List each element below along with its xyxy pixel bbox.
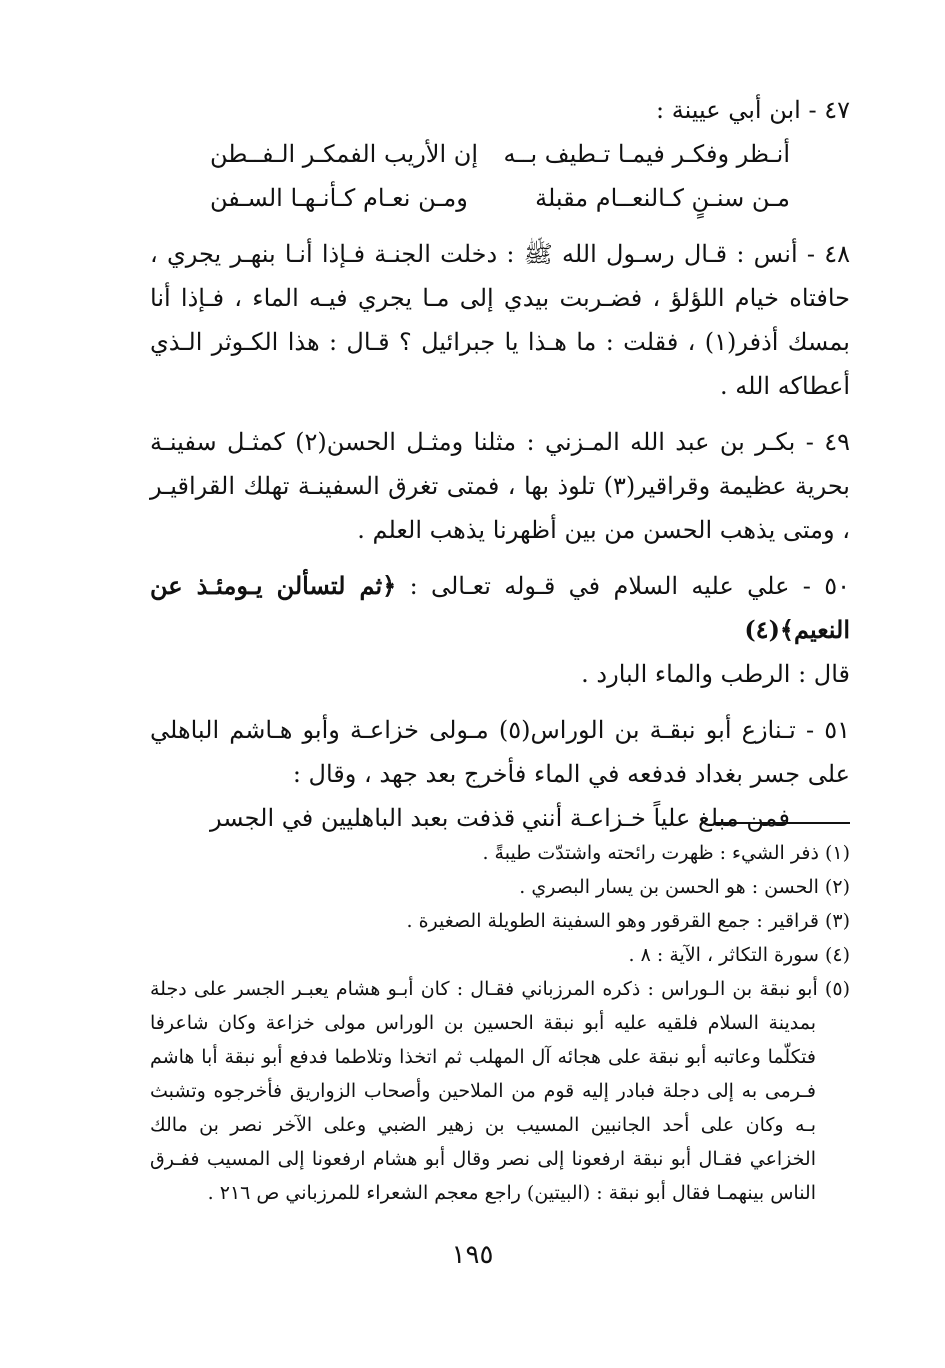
entry-48: ٤٨ - أنس : قـال رسـول الله ﷺ : دخلت الجنـة فـإذا أنـا بنهـر يجري ، حافتاه خيام اللؤلؤ ، فضـربت بيدي إلى مـا يجري فيـه الماء ، فـإذا أنا بمسك أذفر(١) ، فقلت : ما هـذا يا جبرائيل ؟ قـال : هذا الكـوثر الـذي أعطاكه الله . <box>150 240 850 400</box>
footnote-divider <box>715 822 850 824</box>
entry-47-heading: ٤٧ - ابن أبي عيينة : <box>655 96 850 124</box>
entry-49: ٤٩ - بكـر بن عبد الله المـزني : مثلنا ومثـل الحسن(٢) كمثـل سفينـة بحرية عظيمة وقراقير(٣) تلوذ بها ، فمتى تغرق السفينـة تهلك القراقيـر ، ومتى يذهب الحسن من بين أظهرنا يذهب العلم . <box>150 428 850 544</box>
verse-line-1 <box>150 132 850 176</box>
entry-51 <box>150 708 850 840</box>
verse-2-first-hemistich: مـن سنـنٍ كـالنعــام مقبلة <box>535 184 790 212</box>
entry-50 <box>150 564 850 696</box>
entry-50-prefix: ٥٠ - علي عليه السلام في قـوله تعـالى : <box>409 572 850 600</box>
entry-47 <box>150 88 850 220</box>
footnotes <box>150 836 850 1210</box>
entry-50-answer: قال : الرطب والماء البارد . <box>581 660 850 688</box>
verse-2-second-hemistich: ومـن نعـام كـأنـهـا السـفن <box>210 184 468 212</box>
main-text <box>150 88 850 852</box>
footnote-5: (٥) أبو نبقة بن الـوراس : ذكره المرزباني فقـال : كان أبـو هشام يعبـر الجسر على دجلة بمدينة السلام فلقيه عليه أبو نبقة الحسين بن الوراس مولى خزاعة وكان شاعرفا فتكلّما وعاتبه أبو نبقة على هجائه آل المهلب ثم اتخذا وتلاطما فدفع أبو نبقة أبا هاشم فـرمى به إلى دجلة فبادر إليه قوم من الملاحين وأصحاب الزواريق فأخرجوه وتشبث بـه وكان على أحد الجانبين المسيب بن زهير الضبي وعلى الآخر نصر بن مالك الخزاعي فقـال أبو نبقة ارفعونا إلى نصر وقال أبو هشام ارفعونا إلى المسيب ففـرق الناس بينهمـا فقال أبو نبقة : (البيتين) راجع معجم الشعراء للمرزباني ص ٢١٦ . <box>150 978 850 1204</box>
entry-51-verse <box>150 796 850 840</box>
page-number: ١٩٥ <box>451 1240 494 1270</box>
verse-1-first-hemistich: أنـظر وفكـر فيمـا تـطيف بــه <box>503 140 790 168</box>
verse-1-second-hemistich: إن الأريب الفمكـر الـفــطن <box>210 140 479 168</box>
footnote-2: (٢) الحسن : هو الحسن بن يسار البصري . <box>519 876 850 898</box>
footnote-1: (١) ذفر الشيء : ظهرت رائحته واشتدّت طيبةً . <box>482 842 850 864</box>
entry-51-first-hemistich: فمن مبلغ علياً خـزاعـة أنني <box>521 804 790 832</box>
quran-verse: ﴿ثم لتسألن يـومئـذ عن النعيم﴾(٤) <box>150 571 850 644</box>
verse-line-2 <box>150 176 850 220</box>
entry-51-text: ٥١ - تـنازع أبو نبقـة بن الوراس(٥) مـولى خزاعـة وأبو هـاشم الباهلي على جسر بغداد فدفعه في الماء فأخرج بعد جهد ، وقال : <box>150 716 850 788</box>
footnote-3: (٣) قراقير : جمع القرقور وهو السفينة الطويلة الصغيرة . <box>406 910 850 932</box>
entry-51-second-hemistich: قذفت بعبد الباهليين في الجسر <box>210 804 516 832</box>
footnote-4: (٤) سورة التكاثر ، الآية : ٨ . <box>628 944 850 966</box>
